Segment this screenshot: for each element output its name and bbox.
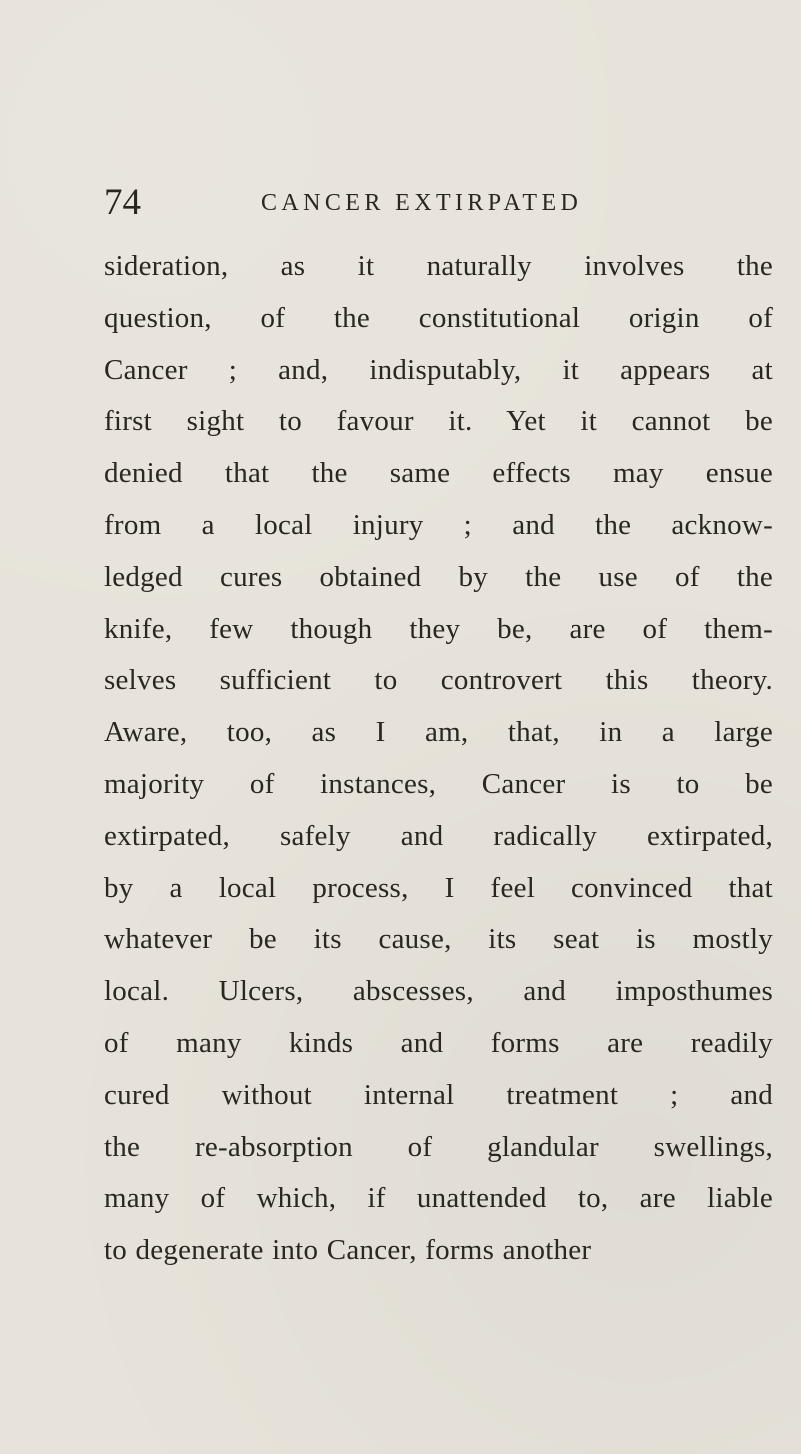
text-line: selves sufficient to controvert this theory.: [104, 664, 773, 697]
text-line: question, of the constitutional origin of: [104, 301, 773, 334]
text-line: denied that the same effects may ensue: [104, 457, 773, 490]
page-header: [104, 181, 724, 225]
body-text: [104, 241, 773, 1277]
text-line: the re-absorption of glandular swellings,: [104, 1130, 773, 1163]
text-line: extirpated, safely and radically extirpated,: [104, 819, 773, 852]
text-line: majority of instances, Cancer is to be: [104, 767, 773, 800]
text-line: knife, few though they be, are of them-: [104, 612, 773, 645]
text-line: from a local injury ; and the acknow-: [104, 508, 773, 541]
text-line: of many kinds and forms are readily: [104, 1026, 773, 1059]
text-line: whatever be its cause, its seat is mostly: [104, 923, 773, 956]
text-line: Aware, too, as I am, that, in a large: [104, 716, 773, 749]
text-line: by a local process, I feel convinced that: [104, 871, 773, 904]
text-line: sideration, as it naturally involves the: [104, 250, 773, 282]
text-line: local. Ulcers, abscesses, and imposthumes: [104, 975, 773, 1008]
text-line: to degenerate into Cancer, forms another: [104, 1234, 592, 1267]
text-line: Cancer ; and, indisputably, it appears at: [104, 353, 773, 386]
text-line: ledged cures obtained by the use of the: [104, 560, 773, 593]
text-line: cured without internal treatment ; and: [104, 1078, 773, 1111]
text-line: first sight to favour it. Yet it cannot be: [104, 405, 773, 438]
running-title: CANCER EXTIRPATED: [261, 190, 583, 216]
page-number: 74: [104, 182, 141, 223]
text-line: many of which, if unattended to, are liable: [104, 1182, 773, 1215]
